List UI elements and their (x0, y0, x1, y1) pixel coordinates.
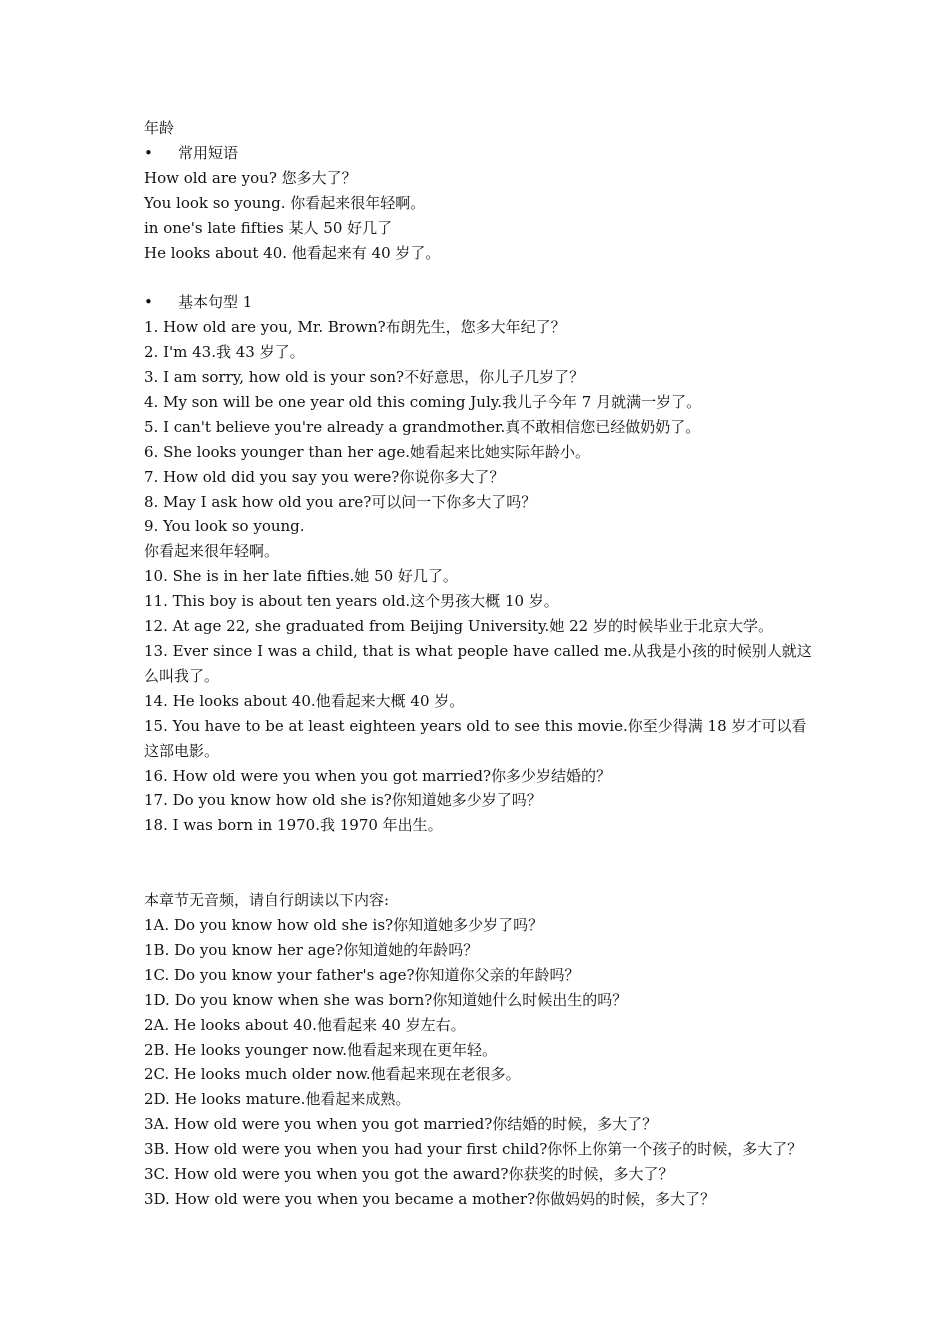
bullet-icon: • (144, 143, 153, 162)
practice-line: 1D. Do you know when she was born?你知道她什么时候出生的吗？ (144, 990, 628, 1009)
document-title: 年龄 (144, 119, 175, 137)
phrase-line: He looks about 40. 他看起来有 40 岁了。 (144, 243, 441, 262)
practice-line: 2C. He looks much older now.他看起来现在老很多。 (144, 1065, 521, 1084)
phrase-line: You look so young. 你看起来很年轻啊。 (144, 193, 426, 212)
practice-line: 3A. How old were you when you got married?你结婚的时候，多大了？ (144, 1115, 658, 1134)
practice-line: 2B. He looks younger now.他看起来现在更年轻。 (144, 1040, 498, 1059)
section-heading-patterns (144, 290, 814, 315)
sentence-line: 17. Do you know how old she is?你知道她多少岁了吗？ (144, 791, 542, 810)
practice-line: 2D. He looks mature.他看起来成熟。 (144, 1090, 411, 1109)
sentence-line: 6. She looks younger than her age.她看起来比她实际年龄小。 (144, 442, 591, 461)
document-page (144, 116, 814, 1212)
phrase-line: How old are you? 您多大了？ (144, 168, 357, 187)
spacer (144, 265, 814, 290)
sentence-line: 13. Ever since I was a child, that is what people have called me.从我是小孩的时候别人就这么叫我了。 (144, 642, 812, 685)
sentence-line: 4. My son will be one year old this coming July.我儿子今年 7 月就满一岁了。 (144, 392, 702, 411)
practice-line: 1A. Do you know how old she is?你知道她多少岁了吗？ (144, 915, 544, 934)
sentence-line: 8. May I ask how old you are?可以问一下你多大了吗？ (144, 492, 537, 511)
sentence-line: 7. How old did you say you were?你说你多大了？ (144, 467, 505, 486)
sentence-line: 18. I was born in 1970.我 1970 年出生。 (144, 816, 443, 835)
sentence-line: 5. I can't believe you're already a grandmother.真不敢相信您已经做奶奶了。 (144, 417, 701, 436)
sentence-line: 3. I am sorry, how old is your son?不好意思，你儿子几岁了？ (144, 368, 585, 387)
section-intro: 本章节无音频，请自行朗读以下内容: (144, 891, 390, 910)
sentence-line: 12. At age 22, she graduated from Beijing University.她 22 岁的时候毕业于北京大学。 (144, 617, 773, 636)
practice-line: 3C. How old were you when you got the award?你获奖的时候，多大了？ (144, 1165, 674, 1184)
sentence-line: 1. How old are you, Mr. Brown?布朗先生，您多大年纪了？ (144, 318, 566, 337)
sentence-line: 2. I'm 43.我 43 岁了。 (144, 343, 305, 362)
practice-line: 1B. Do you know her age?你知道她的年龄吗？ (144, 940, 479, 959)
sentence-line: 你看起来很年轻啊。 (144, 542, 280, 561)
sentence-line: 9. You look so young. (144, 517, 305, 536)
practice-line: 3B. How old were you when you had your first child?你怀上你第一个孩子的时候，多大了？ (144, 1140, 803, 1159)
sentence-line: 10. She is in her late fifties.她 50 好几了。 (144, 567, 458, 586)
section-heading-label: 基本句型 1 (178, 293, 253, 312)
sentence-line: 15. You have to be at least eighteen years old to see this movie.你至少得满 18 岁才可以看这部电影。 (144, 716, 807, 760)
section-heading-label: 常用短语 (178, 143, 239, 162)
sentence-line: 11. This boy is about ten years old.这个男孩大概 10 岁。 (144, 592, 559, 611)
sentence-line: 14. He looks about 40.他看起来大概 40 岁。 (144, 691, 465, 710)
practice-line: 3D. How old were you when you became a mother?你做妈妈的时候，多大了？ (144, 1189, 716, 1208)
spacer (144, 838, 814, 888)
section-heading-phrases (144, 141, 814, 166)
practice-line: 2A. He looks about 40.他看起来 40 岁左右。 (144, 1015, 466, 1034)
practice-line: 1C. Do you know your father's age?你知道你父亲的年龄吗？ (144, 965, 580, 984)
sentence-line: 16. How old were you when you got married?你多少岁结婚的？ (144, 766, 612, 785)
bullet-icon: • (144, 293, 153, 312)
phrase-line: in one's late fifties 某人 50 好几了 (144, 218, 393, 237)
